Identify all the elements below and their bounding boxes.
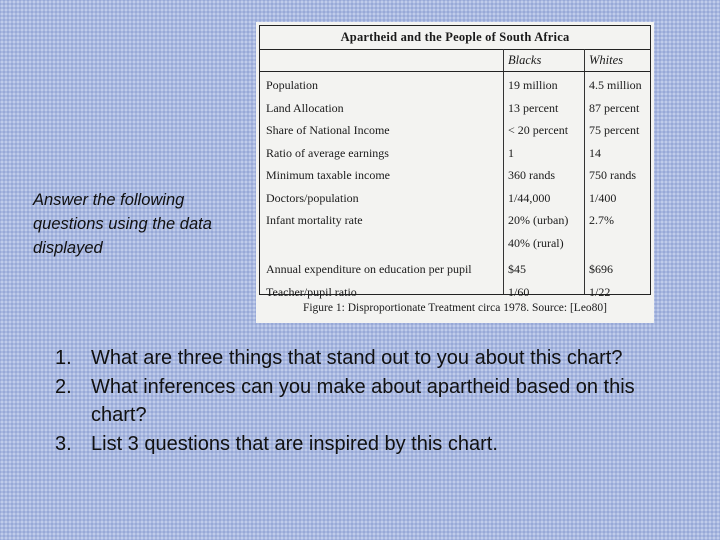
table-row bbox=[260, 164, 650, 187]
question-number: 3. bbox=[55, 432, 72, 455]
question-item bbox=[55, 430, 675, 459]
blacks-value: 19 million bbox=[508, 78, 558, 92]
blacks-value: < 20 percent bbox=[508, 123, 569, 137]
whites-value: 75 percent bbox=[589, 123, 640, 137]
row-label: Infant mortality rate bbox=[266, 213, 363, 227]
table-body bbox=[260, 72, 650, 303]
table-row bbox=[260, 74, 650, 97]
blacks-value: $45 bbox=[508, 262, 526, 276]
whites-value: 750 rands bbox=[589, 168, 636, 182]
question-text: What are three things that stand out to you about this chart? bbox=[91, 347, 623, 369]
question-number: 1. bbox=[55, 347, 72, 369]
table-row bbox=[260, 258, 650, 281]
blacks-value: 20% (urban) bbox=[508, 213, 569, 227]
question-number: 2. bbox=[55, 375, 72, 398]
question-text: List 3 questions that are inspired by this chart. bbox=[91, 432, 498, 455]
whites-value: 1/22 bbox=[589, 284, 611, 299]
row-label: Doctors/population bbox=[266, 190, 359, 205]
table-title: Apartheid and the People of South Africa bbox=[260, 26, 650, 50]
figure-caption: Figure 1: Disproportionate Treatment circa 1978. Source: [Leo80] bbox=[302, 302, 608, 314]
table-row bbox=[260, 232, 650, 255]
blacks-value: 1/60 bbox=[508, 284, 530, 299]
blacks-value: 40% (rural) bbox=[508, 235, 564, 250]
row-label: Ratio of average earnings bbox=[266, 145, 389, 160]
data-table-figure bbox=[256, 22, 654, 323]
blacks-value: 1 bbox=[508, 145, 514, 160]
column-header-blacks: Blacks bbox=[508, 53, 542, 67]
question-text: What inferences can you make about apartheid based on this chart? bbox=[91, 375, 635, 427]
blacks-value: 1/44,000 bbox=[508, 190, 551, 205]
whites-value: 87 percent bbox=[589, 100, 640, 115]
row-label: Minimum taxable income bbox=[266, 168, 390, 182]
whites-value: 4.5 million bbox=[589, 78, 642, 92]
table-row bbox=[260, 187, 650, 210]
whites-value: 1/400 bbox=[589, 190, 617, 205]
question-list bbox=[55, 344, 675, 458]
whites-value: $696 bbox=[589, 262, 613, 276]
table-row bbox=[260, 97, 650, 120]
row-label: Share of National Income bbox=[266, 123, 390, 137]
row-label: Annual expenditure on education per pupil bbox=[266, 262, 472, 276]
table-header-row bbox=[260, 50, 650, 72]
column-header-whites: Whites bbox=[589, 53, 624, 67]
table-row bbox=[260, 281, 650, 304]
row-label: Land Allocation bbox=[266, 100, 344, 115]
row-label: Population bbox=[266, 78, 319, 92]
whites-value: 14 bbox=[589, 145, 601, 160]
blacks-value: 13 percent bbox=[508, 100, 559, 115]
table-row bbox=[260, 142, 650, 165]
question-item bbox=[55, 344, 675, 373]
blacks-value: 360 rands bbox=[508, 168, 555, 182]
table-row bbox=[260, 209, 650, 232]
instruction-note: Answer the following questions using the data displayed bbox=[33, 191, 212, 257]
row-label: Teacher/pupil ratio bbox=[266, 284, 357, 299]
table-row bbox=[260, 119, 650, 142]
whites-value: 2.7% bbox=[589, 213, 614, 227]
question-item bbox=[55, 373, 675, 430]
data-table bbox=[259, 25, 651, 299]
